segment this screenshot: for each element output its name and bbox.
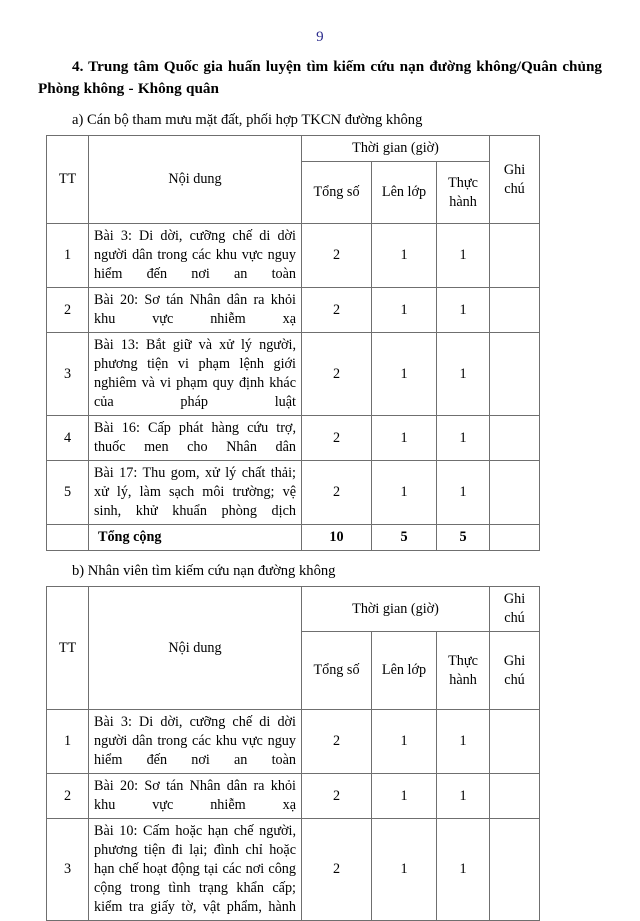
header-ghi-chu: Ghi chú	[490, 136, 540, 224]
cell-len-lop: 1	[372, 461, 437, 525]
header-tt: TT	[47, 587, 89, 710]
cell-tong-so: 2	[302, 461, 372, 525]
section-heading: 4. Trung tâm Quốc gia huấn luyện tìm kiếm cứu nạn đường không/Quân chủng Phòng không - Không quân	[38, 58, 602, 97]
cell-tt: 2	[47, 288, 89, 333]
cell-len-lop: 1	[372, 333, 437, 416]
cell-ghi-chu	[490, 710, 540, 774]
header-len-lop: Lên lớp	[372, 632, 437, 710]
header-len-lop: Lên lớp	[372, 162, 437, 224]
header-thuc-hanh: Thực hành	[437, 162, 490, 224]
header-tong-so: Tổng số	[302, 632, 372, 710]
cell-tong-so: 2	[302, 288, 372, 333]
header-noi-dung: Nội dung	[89, 587, 302, 710]
cell-total-ghi-chu	[490, 525, 540, 551]
header-thuc-hanh: Thực hành	[437, 632, 490, 710]
cell-tt: 4	[47, 416, 89, 461]
table-a-wrapper	[38, 135, 602, 551]
cell-len-lop: 1	[372, 416, 437, 461]
cell-ghi-chu	[490, 774, 540, 819]
table-row	[47, 416, 540, 461]
table-row	[47, 224, 540, 288]
cell-tong-so: 2	[302, 819, 372, 921]
header-ghi-chu-sub: Ghi chú	[490, 632, 540, 710]
cell-len-lop: 1	[372, 819, 437, 921]
table-row	[47, 461, 540, 525]
header-thoi-gian: Thời gian (giờ)	[302, 587, 490, 632]
cell-thuc-hanh: 1	[437, 224, 490, 288]
cell-tt: 3	[47, 333, 89, 416]
table-b-body	[47, 710, 540, 921]
header-noi-dung: Nội dung	[89, 136, 302, 224]
cell-len-lop: 1	[372, 774, 437, 819]
table-row	[47, 819, 540, 921]
cell-thuc-hanh: 1	[437, 819, 490, 921]
table-b-header	[47, 587, 540, 710]
cell-tt: 1	[47, 224, 89, 288]
cell-tong-so: 2	[302, 774, 372, 819]
cell-noi-dung: Bài 20: Sơ tán Nhân dân ra khỏi khu vực nhiễm xạ	[89, 774, 302, 819]
table-a-total-row	[47, 525, 540, 551]
cell-total-len-lop: 5	[372, 525, 437, 551]
cell-tong-so: 2	[302, 333, 372, 416]
table-a-header	[47, 136, 540, 224]
cell-tt: 3	[47, 819, 89, 921]
cell-tong-so: 2	[302, 710, 372, 774]
cell-ghi-chu	[490, 288, 540, 333]
cell-ghi-chu	[490, 461, 540, 525]
cell-noi-dung: Bài 20: Sơ tán Nhân dân ra khỏi khu vực nhiễm xạ	[89, 288, 302, 333]
table-b-wrapper	[38, 586, 602, 921]
cell-noi-dung: Bài 3: Di dời, cưỡng chế di dời người dân trong các khu vực nguy hiểm đến nơi an toàn	[89, 224, 302, 288]
table-row	[47, 710, 540, 774]
header-thoi-gian: Thời gian (giờ)	[302, 136, 490, 162]
cell-thuc-hanh: 1	[437, 288, 490, 333]
table-a-body	[47, 224, 540, 551]
table-row	[47, 333, 540, 416]
cell-noi-dung: Bài 16: Cấp phát hàng cứu trợ, thuốc men cho Nhân dân	[89, 416, 302, 461]
cell-ghi-chu	[490, 224, 540, 288]
header-tt: TT	[47, 136, 89, 224]
cell-thuc-hanh: 1	[437, 710, 490, 774]
table-b-header-row-1	[47, 587, 540, 632]
cell-len-lop: 1	[372, 224, 437, 288]
cell-ghi-chu	[490, 333, 540, 416]
cell-thuc-hanh: 1	[437, 416, 490, 461]
cell-noi-dung: Bài 3: Di dời, cưỡng chế di dời người dân trong các khu vực nguy hiểm đến nơi an toàn	[89, 710, 302, 774]
cell-thuc-hanh: 1	[437, 333, 490, 416]
table-a-header-row-1	[47, 136, 540, 162]
cell-noi-dung: Bài 13: Bắt giữ và xử lý người, phương tiện vi phạm lệnh giới nghiêm và vi phạm quy định khác của pháp luật	[89, 333, 302, 416]
table-a	[46, 135, 540, 551]
table-b-caption: b) Nhân viên tìm kiếm cứu nạn đường không	[72, 563, 336, 579]
cell-len-lop: 1	[372, 710, 437, 774]
cell-tt: 2	[47, 774, 89, 819]
cell-tong-so: 2	[302, 224, 372, 288]
cell-thuc-hanh: 1	[437, 774, 490, 819]
cell-tt	[47, 525, 89, 551]
cell-tt: 5	[47, 461, 89, 525]
header-tong-so: Tổng số	[302, 162, 372, 224]
cell-total-tong-so: 10	[302, 525, 372, 551]
cell-total-label: Tổng cộng	[89, 525, 302, 551]
cell-noi-dung: Bài 17: Thu gom, xử lý chất thải; xử lý, làm sạch môi trường; vệ sinh, khử khuẩn phòng dịch	[89, 461, 302, 525]
cell-len-lop: 1	[372, 288, 437, 333]
page-number: 9	[316, 29, 324, 45]
cell-ghi-chu	[490, 819, 540, 921]
table-row	[47, 288, 540, 333]
cell-tong-so: 2	[302, 416, 372, 461]
table-a-caption: a) Cán bộ tham mưu mặt đất, phối hợp TKCN đường không	[72, 112, 423, 128]
cell-tt: 1	[47, 710, 89, 774]
table-row	[47, 774, 540, 819]
header-ghi-chu: Ghi chú	[490, 587, 540, 632]
cell-total-thuc-hanh: 5	[437, 525, 490, 551]
table-b	[46, 586, 540, 921]
cell-thuc-hanh: 1	[437, 461, 490, 525]
cell-noi-dung: Bài 10: Cấm hoặc hạn chế người, phương tiện đi lại; đình chỉ hoặc hạn chế hoạt động tại các nơi công cộng trong tình trạng khẩn cấp; kiểm tra giấy tờ, vật phẩm, hành	[89, 819, 302, 921]
cell-ghi-chu	[490, 416, 540, 461]
